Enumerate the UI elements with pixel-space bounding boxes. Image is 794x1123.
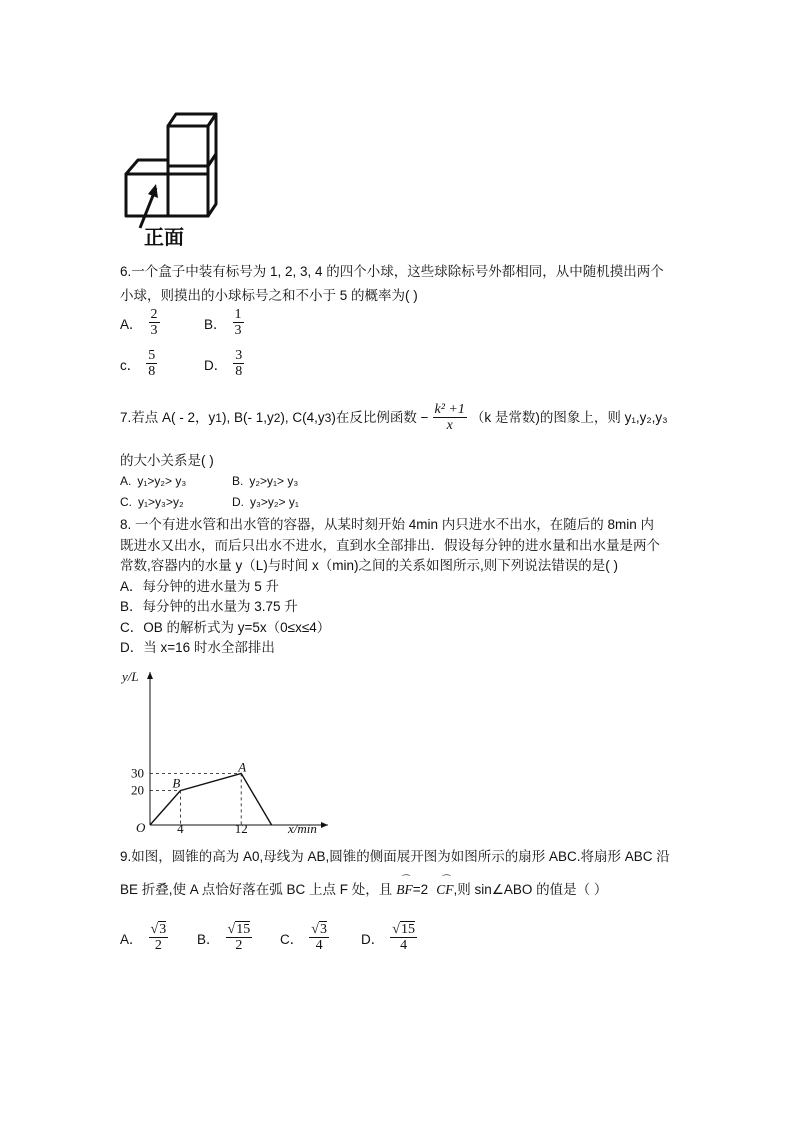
option-text: y₂>y₁> y₃: [249, 474, 299, 488]
numerator: 5: [148, 348, 156, 363]
option-text: y₁>y₂> y₃: [137, 474, 187, 488]
radical-fraction: [309, 922, 329, 953]
q8-line2: 既进水又出水，而后只出水不进水，直到水全部排出．假设每分钟的进水量和出水量是两个: [120, 538, 660, 553]
subscript: 3: [324, 410, 332, 425]
option-letter: C．: [280, 931, 304, 947]
fraction: [233, 348, 244, 379]
denominator: 8: [148, 364, 156, 379]
q9-option-a[interactable]: [120, 922, 168, 953]
radicand: 15: [236, 922, 251, 937]
option-letter: A.: [120, 474, 132, 488]
text: )在反比例函数 −: [331, 409, 429, 425]
denominator: 3: [234, 323, 242, 338]
q7-stem-line2: 的大小关系是( ): [120, 453, 214, 468]
denominator: 8: [235, 364, 243, 379]
option-letter: C.: [120, 495, 132, 509]
denominator: 3: [150, 323, 158, 338]
fraction: [233, 307, 244, 338]
x-tick-label: 12: [234, 821, 248, 836]
q7-option-b[interactable]: [232, 474, 298, 488]
q9-option-d[interactable]: [361, 922, 417, 953]
text: 7.若点 A( - 2，y: [120, 409, 216, 425]
series-line: [150, 773, 272, 825]
q7-option-d[interactable]: [232, 495, 299, 509]
q7-option-c[interactable]: [120, 495, 184, 509]
text: ), B(- 1,y: [221, 409, 274, 425]
radicand: 3: [319, 922, 327, 937]
q6-stem-line2: 小球，则摸出的小球标号之和不小于 5 的概率为( ): [120, 288, 418, 303]
numerator: √15: [227, 922, 251, 937]
option-letter: c．: [120, 357, 141, 373]
inverse-function-fraction: [433, 402, 467, 433]
option-text: y₁>y₃>y₂: [138, 495, 184, 509]
q8-line3: 常数,容器内的水量 y（L)与时间 x（min)之间的关系如图所示,则下列说法错误的是( ): [120, 558, 618, 573]
numerator: √3: [150, 922, 167, 937]
option-letter: A．: [120, 931, 143, 947]
q7-stem-line1: [120, 402, 668, 433]
radicand: 15: [400, 922, 415, 937]
denominator: 2: [235, 938, 243, 953]
point-label-a: A: [238, 759, 247, 775]
option-letter: D．: [361, 931, 385, 947]
x-axis-arrow-icon: [321, 822, 328, 828]
arc-label: CF: [436, 882, 454, 897]
radical-fraction: [226, 922, 253, 953]
y-tick-label: 20: [131, 782, 144, 798]
subscript: 1: [215, 410, 222, 425]
numerator: k² +1: [434, 402, 465, 417]
y-axis-label: y/L: [122, 669, 139, 684]
y-tick-label: 30: [131, 765, 144, 781]
q8-option-b[interactable]: B．每分钟的出水量为 3.75 升: [120, 599, 298, 614]
option-text: y₃>y₂> y₁: [250, 495, 299, 509]
text: ), C(4,y: [280, 409, 325, 425]
option-letter: B．: [204, 316, 227, 332]
denominator: x: [446, 418, 453, 433]
q6-option-d[interactable]: [204, 348, 244, 379]
denominator: 4: [400, 938, 408, 953]
text: =2: [412, 882, 429, 897]
numerator: 1: [234, 307, 242, 322]
q6-option-a[interactable]: [120, 307, 160, 338]
x-axis-label: x/min: [288, 821, 317, 836]
arc-cf: [436, 874, 454, 899]
option-letter: B.: [232, 474, 244, 488]
q6-stem-line1: 6.一个盒子中装有标号为 1, 2, 3, 4 的四个小球，这些球除标号外都相同，从中随机摸出两个: [120, 264, 664, 279]
fraction: [146, 348, 157, 379]
text: （k 是常数)的图象上，则 y₁,y₂,y₃: [470, 409, 668, 425]
option-letter: D．: [204, 357, 228, 373]
radical-fraction: [390, 922, 417, 953]
arc-mark-icon: ⌒: [440, 874, 450, 884]
q7-option-a[interactable]: [120, 474, 186, 488]
option-letter: D.: [232, 495, 244, 509]
q9-option-c[interactable]: [280, 922, 329, 953]
numerator: √15: [392, 922, 415, 937]
water-volume-chart: [118, 666, 338, 838]
text: BE 折叠,使 A 点恰好落在弧 BC 上点 F 处，且: [120, 882, 393, 897]
q9-line1: 9.如图，圆锥的高为 A0,母线为 AB,圆锥的侧面展开图为如图所示的扇形 ABC.将扇形 ABC 沿: [120, 849, 670, 864]
q8-option-c[interactable]: C．OB 的解析式为 y=5x（0≤x≤4）: [120, 620, 331, 635]
option-letter: A．: [120, 316, 143, 332]
denominator: 2: [154, 938, 162, 953]
cube-label: 正面: [144, 225, 184, 248]
numerator: 3: [235, 348, 243, 363]
y-axis-arrow-icon: [147, 672, 153, 679]
q9-option-b[interactable]: [197, 922, 252, 953]
q6-option-c[interactable]: [120, 348, 157, 379]
denominator: 4: [315, 938, 323, 953]
arc-label: BF: [396, 882, 413, 897]
fraction: [149, 307, 160, 338]
origin-label: O: [136, 820, 146, 835]
radicand: 3: [159, 922, 167, 937]
q8-option-a[interactable]: A．每分钟的进水量为 5 升: [120, 579, 280, 594]
text: ,则 sin∠ABO 的值是（ ）: [453, 882, 608, 897]
q6-option-b[interactable]: [204, 307, 244, 338]
numerator: √3: [311, 922, 327, 937]
q9-line2: [120, 874, 608, 899]
arc-bf: [396, 874, 413, 899]
q8-line1: 8. 一个有进水管和出水管的容器，从某时刻开始 4min 内只进水不出水，在随后的 8min 内: [120, 517, 655, 532]
option-letter: B．: [197, 931, 220, 947]
subscript: 2: [273, 410, 281, 425]
point-label-b: B: [172, 775, 181, 791]
cube-figure: [118, 108, 228, 248]
radical-fraction: [149, 922, 169, 953]
q8-option-d[interactable]: D．当 x=16 时水全部排出: [120, 640, 275, 655]
numerator: 2: [150, 307, 158, 322]
x-tick-label: 4: [177, 821, 184, 836]
arc-mark-icon: ⌒: [400, 874, 410, 884]
